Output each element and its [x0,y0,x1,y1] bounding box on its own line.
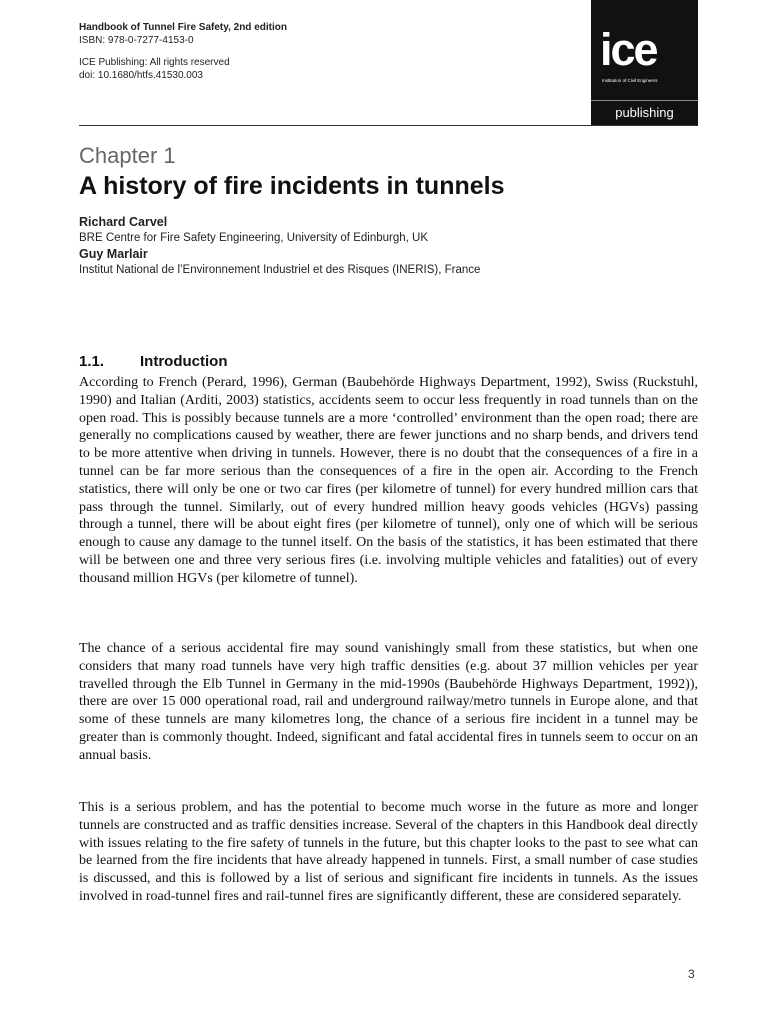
section-heading [79,352,227,372]
isbn: ISBN: 978-0-7277-4153-0 [79,35,194,46]
logo-wordmark: ice [600,24,657,75]
author-affiliation: Institut National de l’Environnement Industriel et des Risques (INERIS), France [79,264,481,276]
body-paragraph: This is a serious problem, and has the potential to become much worse in the future as more and longer tunnels are constructed and as traffic densities increase. Several of the chapters in this Handbook deal directly with issues relating to the fire safety of tunnels in the future, but this chapter looks to the past to see what can be learned from the fire incidents that have already happened in tunnels. First, a small number of case studies is discussed, and this is followed by a list of serious and significant fire incidents in tunnels. As the issues involved in road-tunnel fires and rail-tunnel fires are significantly different, these are considered separately. [79,800,698,904]
author-name: Richard Carvel [79,215,168,229]
page-number: 3 [688,967,695,981]
logo-divider [591,100,698,101]
publisher-rights: ICE Publishing: All rights reserved [79,57,230,68]
section-title: Introduction [140,353,228,370]
chapter-title: A history of fire incidents in tunnels [79,172,505,200]
header-rule [79,125,698,126]
logo-publishing: publishing [615,105,674,120]
author-affiliation: BRE Centre for Fire Safety Engineering, University of Edinburgh, UK [79,232,428,244]
section-number: 1.1. [79,353,105,370]
author-name: Guy Marlair [79,247,148,261]
doi: doi: 10.1680/htfs.41530.003 [79,70,203,81]
book-title: Handbook of Tunnel Fire Safety, 2nd edition [79,22,287,33]
chapter-label: Chapter 1 [79,143,176,168]
ice-publishing-logo [591,0,698,126]
body-paragraph: The chance of a serious accidental fire may sound vanishingly small from these statistics, but when one considers that many road tunnels have very high traffic densities (e.g. about 37 million vehicles per year travelled through the Elb Tunnel in Germany in the mid-1990s (Baubehörde Highways Department, 1992)), there are over 15 000 operational road, rail and underground railway/metro tunnels in Europe alone, and that some of these tunnels are many kilometres long, the chance of a serious fire incident in a tunnel may be greater than is commonly thought. Indeed, significant and fatal accidental fires in tunnels seem to occur on an annual basis. [79,641,698,763]
publication-metadata [79,21,287,82]
author-list [79,214,480,278]
logo-subtitle: Institution of Civil Engineers [602,78,658,83]
body-paragraph: According to French (Perard, 1996), German (Baubehörde Highways Department, 1992), Swiss (Ruckstuhl, 1990) and Italian (Arditi, 2003) statistics, accidents seem to occur less frequently in road tunnels than on the open road. This is possibly because tunnels are a more ‘controlled’ environment than the open road; there are generally no complications caused by weather, there are fewer junctions and no sharp bends, and drivers tend to be more attentive when driving in tunnels. However, there is no doubt that the consequences of a fire in a tunnel can be far more serious than the consequences of a fire in the open air. According to the French statistics, there will only be one or two car fires (per kilometre of tunnel) for every hundred million cars that pass through the tunnel. Similarly, out of every hundred million heavy goods vehicles (HGVs) passing through a tunnel, there will be about eight fires (per kilometre of tunnel), only one of which will be serious enough to cause any damage to the tunnel itself. On the basis of the statistics, it has been estimated that there will be between one and three very serious fires (i.e. involving multiple vehicles and fatalities) out of every thousand million HGVs (per kilometre of tunnel). [79,375,698,586]
